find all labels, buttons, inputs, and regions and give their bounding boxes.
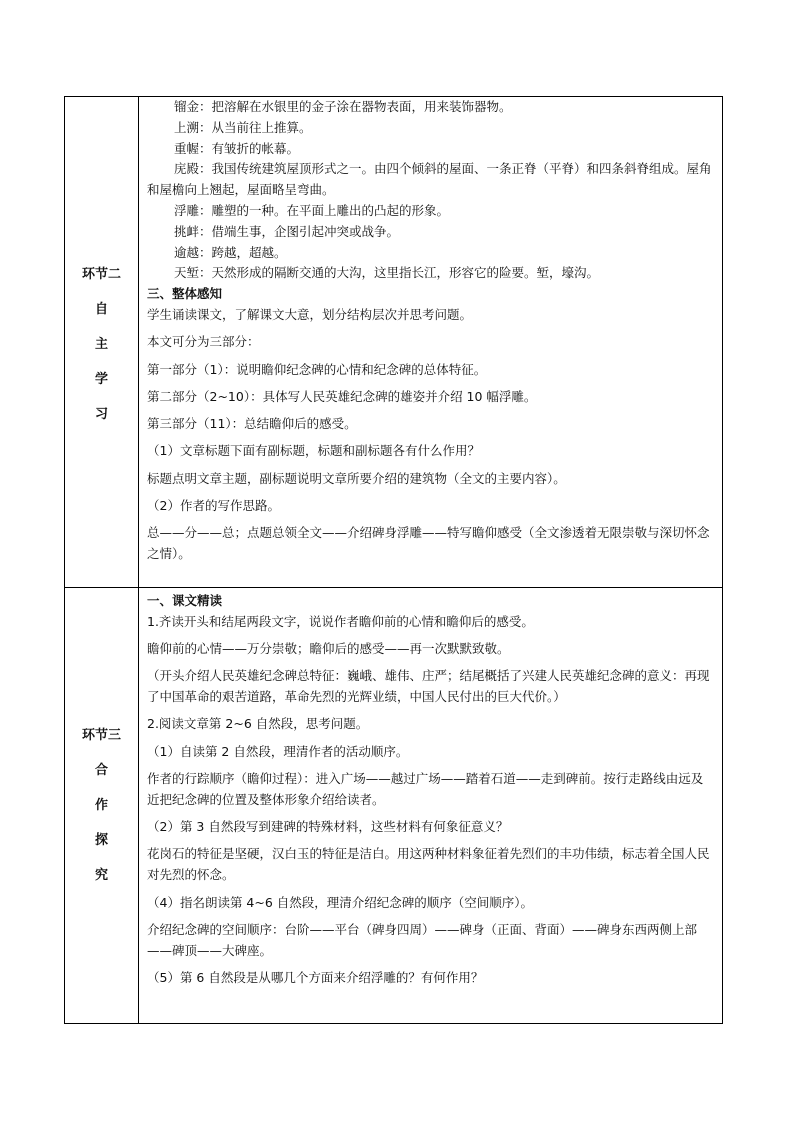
section-label-title: 环节二: [81, 266, 121, 282]
section-label-char: 主: [94, 336, 108, 352]
section-autonomous-content-cell: [139, 97, 723, 588]
sub-question: （4）指名朗读第 4~6 自然段，理清介绍纪念碑的顺序（空间顺序）。: [147, 894, 534, 910]
answer-note: （开头介绍人民英雄纪念碑总特征：巍峨、雄伟、庄严；结尾概括了兴建人民英雄纪念碑的意义：再现了中国革命的艰苦道路，革命先烈的光辉业绩，中国人民付出的巨大代价。）: [147, 668, 710, 705]
section-heading: 一、课文精读: [147, 593, 223, 608]
answer: 花岗石的特征是坚硬，汉白玉的特征是洁白。用这两种材料象征着先烈们的丰功伟绩，标志着全国人民对先烈的怀念。: [147, 846, 710, 883]
section-label-title: 环节三: [81, 728, 121, 743]
section-label-char: 习: [94, 406, 108, 422]
section-label-char: 作: [94, 798, 108, 813]
section-autonomous-content: [139, 97, 722, 566]
section-cooperative-content: [139, 588, 722, 1001]
question: 1.齐读开头和结尾两段文字，说说作者瞻仰前的心情和瞻仰后的感受。: [147, 613, 534, 629]
section-label-char: 探: [94, 833, 108, 848]
section-cooperative-content-cell: [139, 588, 723, 1024]
glossary-entry: 庑殿：我国传统建筑屋顶形式之一。由四个倾斜的屋面、一条正脊（平脊）和四条斜脊组成。屋角和屋檐向上翘起，屋面略呈弯曲。: [147, 161, 712, 198]
structure-part: 第三部分（11）：总结瞻仰后的感受。: [147, 416, 357, 432]
question: 2.阅读文章第 2~6 自然段，思考问题。: [147, 716, 369, 732]
answer: 瞻仰前的心情——万分崇敬；瞻仰后的感受——再一次默默致敬。: [147, 641, 510, 657]
section-label-char: 自: [94, 301, 108, 317]
structure-part: 第二部分（2~10）：具体写人民英雄纪念碑的雄姿并介绍 10 幅浮雕。: [147, 388, 537, 404]
section-cooperative-label-cell: [65, 588, 139, 1024]
section-label-char: 合: [94, 763, 108, 778]
section-autonomous-row: [65, 97, 723, 588]
lesson-plan-table: [64, 96, 723, 1024]
sub-question: （1）自读第 2 自然段，理清作者的活动顺序。: [147, 743, 409, 759]
glossary-entry: 挑衅：借端生事，企图引起冲突或战争。: [174, 223, 400, 239]
section-label-char: 学: [94, 371, 108, 387]
glossary-entry: 逾越：跨越，超越。: [174, 244, 287, 260]
question: （2）作者的写作思路。: [147, 498, 280, 514]
section-heading: 三、整体感知: [147, 286, 223, 302]
section-cooperative-row: [65, 588, 723, 1024]
glossary-entry: 天堑：天然形成的隔断交通的大沟，这里指长江，形容它的险要。堑，壕沟。: [174, 265, 600, 281]
section-cooperative-label: [65, 727, 138, 884]
answer: 总——分——总；点题总领全文——介绍碑身浮雕——特写瞻仰感受（全文渗透着无限崇敬与深切怀念之情）。: [147, 525, 710, 562]
glossary-entry: 浮雕：雕塑的一种。在平面上雕出的凸起的形象。: [174, 202, 450, 218]
section-autonomous-label: [65, 266, 138, 423]
sub-question: （5）第 6 自然段是从哪几个方面来介绍浮雕的？有何作用？: [147, 969, 484, 985]
question: （1）文章标题下面有副标题，标题和副标题各有什么作用？: [147, 443, 480, 459]
glossary-entry: 上溯：从当前往上推算。: [174, 119, 312, 135]
section-autonomous-label-cell: [65, 97, 139, 588]
answer: 作者的行踪顺序（瞻仰过程）：进入广场——越过广场——踏着石道——走到碑前。按行走路线由远及近把纪念碑的位置及整体形象介绍给读者。: [147, 771, 704, 807]
answer: 标题点明文章主题，副标题说明文章所要介绍的建筑物（全文的主要内容）。: [147, 470, 566, 486]
intro-text: 学生诵读课文，了解课文大意，划分结构层次并思考问题。: [147, 306, 473, 322]
structure-intro: 本文可分为三部分：: [147, 334, 260, 350]
glossary-entry: 镏金：把溶解在水银里的金子涂在器物表面，用来装饰器物。: [174, 99, 512, 114]
section-label-char: 究: [94, 868, 108, 883]
sub-question: （2）第 3 自然段写到建碑的特殊材料，这些材料有何象征意义？: [147, 819, 509, 835]
glossary-entry: 重幄：有皱折的帐幕。: [174, 140, 300, 156]
structure-part: 第一部分（1）：说明瞻仰纪念碑的心情和纪念碑的总体特征。: [147, 361, 487, 377]
answer: 介绍纪念碑的空间顺序：台阶——平台（碑身四周）——碑身（正面、背面）——碑身东西两侧上部——碑顶——大碑座。: [147, 921, 698, 958]
